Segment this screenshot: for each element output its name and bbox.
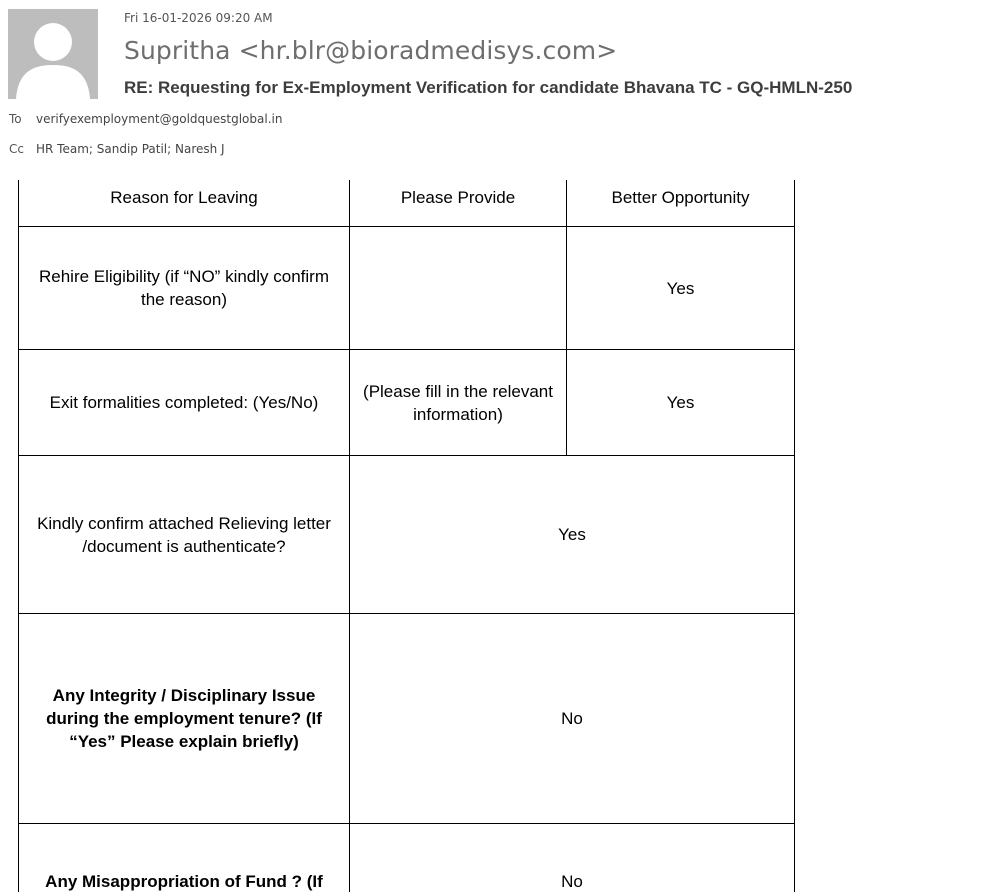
- person-placeholder-icon: [8, 9, 98, 99]
- table-row: [19, 456, 795, 614]
- table-row: [19, 180, 795, 227]
- avatar[interactable]: [8, 9, 98, 99]
- row-label: Kindly confirm attached Relieving letter /document is authenticate?: [19, 456, 350, 614]
- row-provide: Please Provide: [350, 180, 567, 227]
- cc-row: [9, 142, 225, 156]
- table-row: [19, 824, 795, 892]
- email-sender[interactable]: Supritha <hr.blr@bioradmedisys.com>: [124, 36, 618, 65]
- email-subject: RE: Requesting for Ex-Employment Verification for candidate Bhavana TC - GQ-HMLN-250: [124, 78, 853, 97]
- row-provide: [350, 227, 567, 350]
- cc-label: Cc: [9, 142, 24, 156]
- row-value: Yes: [350, 456, 795, 614]
- email-body: [0, 180, 1007, 892]
- to-label: To: [9, 112, 22, 126]
- to-recipients[interactable]: verifyexemployment@goldquestglobal.in: [36, 112, 283, 126]
- row-label: Reason for Leaving: [19, 180, 350, 227]
- cc-recipients[interactable]: HR Team; Sandip Patil; Naresh J: [36, 142, 225, 156]
- row-value: Yes: [567, 227, 795, 350]
- row-value: Better Opportunity: [567, 180, 795, 227]
- verification-table: [18, 180, 795, 892]
- table-row: [19, 350, 795, 456]
- row-value: Yes: [567, 350, 795, 456]
- row-label: Any Misappropriation of Fund ? (If: [19, 824, 350, 892]
- to-row: [9, 112, 282, 126]
- row-provide: (Please fill in the relevant information): [350, 350, 567, 456]
- email-date: Fri 16-01-2026 09:20 AM: [124, 11, 273, 25]
- row-label: Any Integrity / Disciplinary Issue during the employment tenure? (If “Yes” Please explain briefly): [19, 614, 350, 824]
- row-value: No: [350, 614, 795, 824]
- row-label: Exit formalities completed: (Yes/No): [19, 350, 350, 456]
- table-row: [19, 227, 795, 350]
- row-value: No: [350, 824, 795, 892]
- table-row: [19, 614, 795, 824]
- row-label: Rehire Eligibility (if “NO” kindly confirm the reason): [19, 227, 350, 350]
